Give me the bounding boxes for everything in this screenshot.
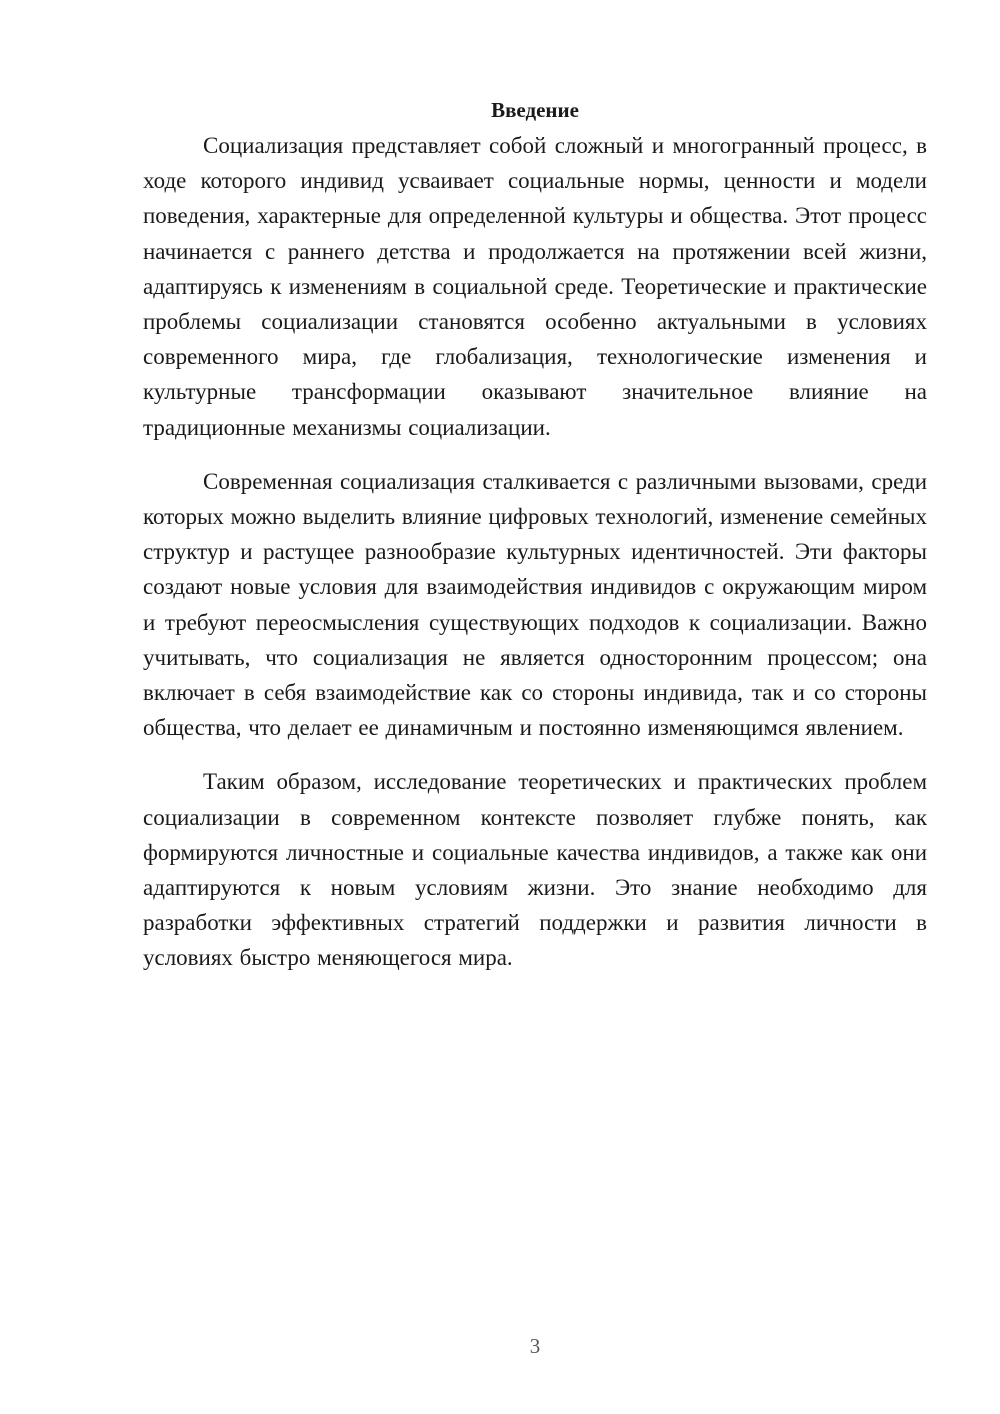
section-heading: Введение <box>491 98 579 122</box>
page-number: 3 <box>529 1334 541 1358</box>
page-content <box>143 92 927 976</box>
paragraph-2: Современная социализация сталкивается с различными вызовами, среди которых можно выделить влияние цифровых технологий, изменение семейных структур и растущее разнообразие культурных идентичностей. Эти факторы создают новые условия для взаимодействия индивидов с окружающим миром и требуют переосмысления существующих подходов к социализации. Важно учитывать, что социализация не является односторонним процессом; она включает в себя взаимодействие как со стороны индивида, так и со стороны общества, что делает ее динамичным и постоянно изменяющимся явлением. <box>143 468 927 741</box>
paragraph-3: Таким образом, исследование теоретических и практических проблем социализации в современном контексте позволяет глубже понять, как формируются личностные и социальные качества индивидов, а также как они адаптируются к новым условиям жизни. Это знание необходимо для разработки эффективных стратегий поддержки и развития личности в условиях быстро меняющегося мира. <box>143 769 927 971</box>
paragraph-1: Социализация представляет собой сложный и многогранный процесс, в ходе которого индивид усваивает социальные нормы, ценности и модели поведения, характерные для определенной культуры и общества. Этот процесс начинается с раннего детства и продолжается на протяжении всей жизни, адаптируясь к изменениям в социальной среде. Теоретические и практические проблемы социализации становятся особенно актуальными в условиях современного мира, где глобализация, технологические изменения и культурные трансформации оказывают значительное влияние на традиционные механизмы социализации. <box>143 133 927 440</box>
